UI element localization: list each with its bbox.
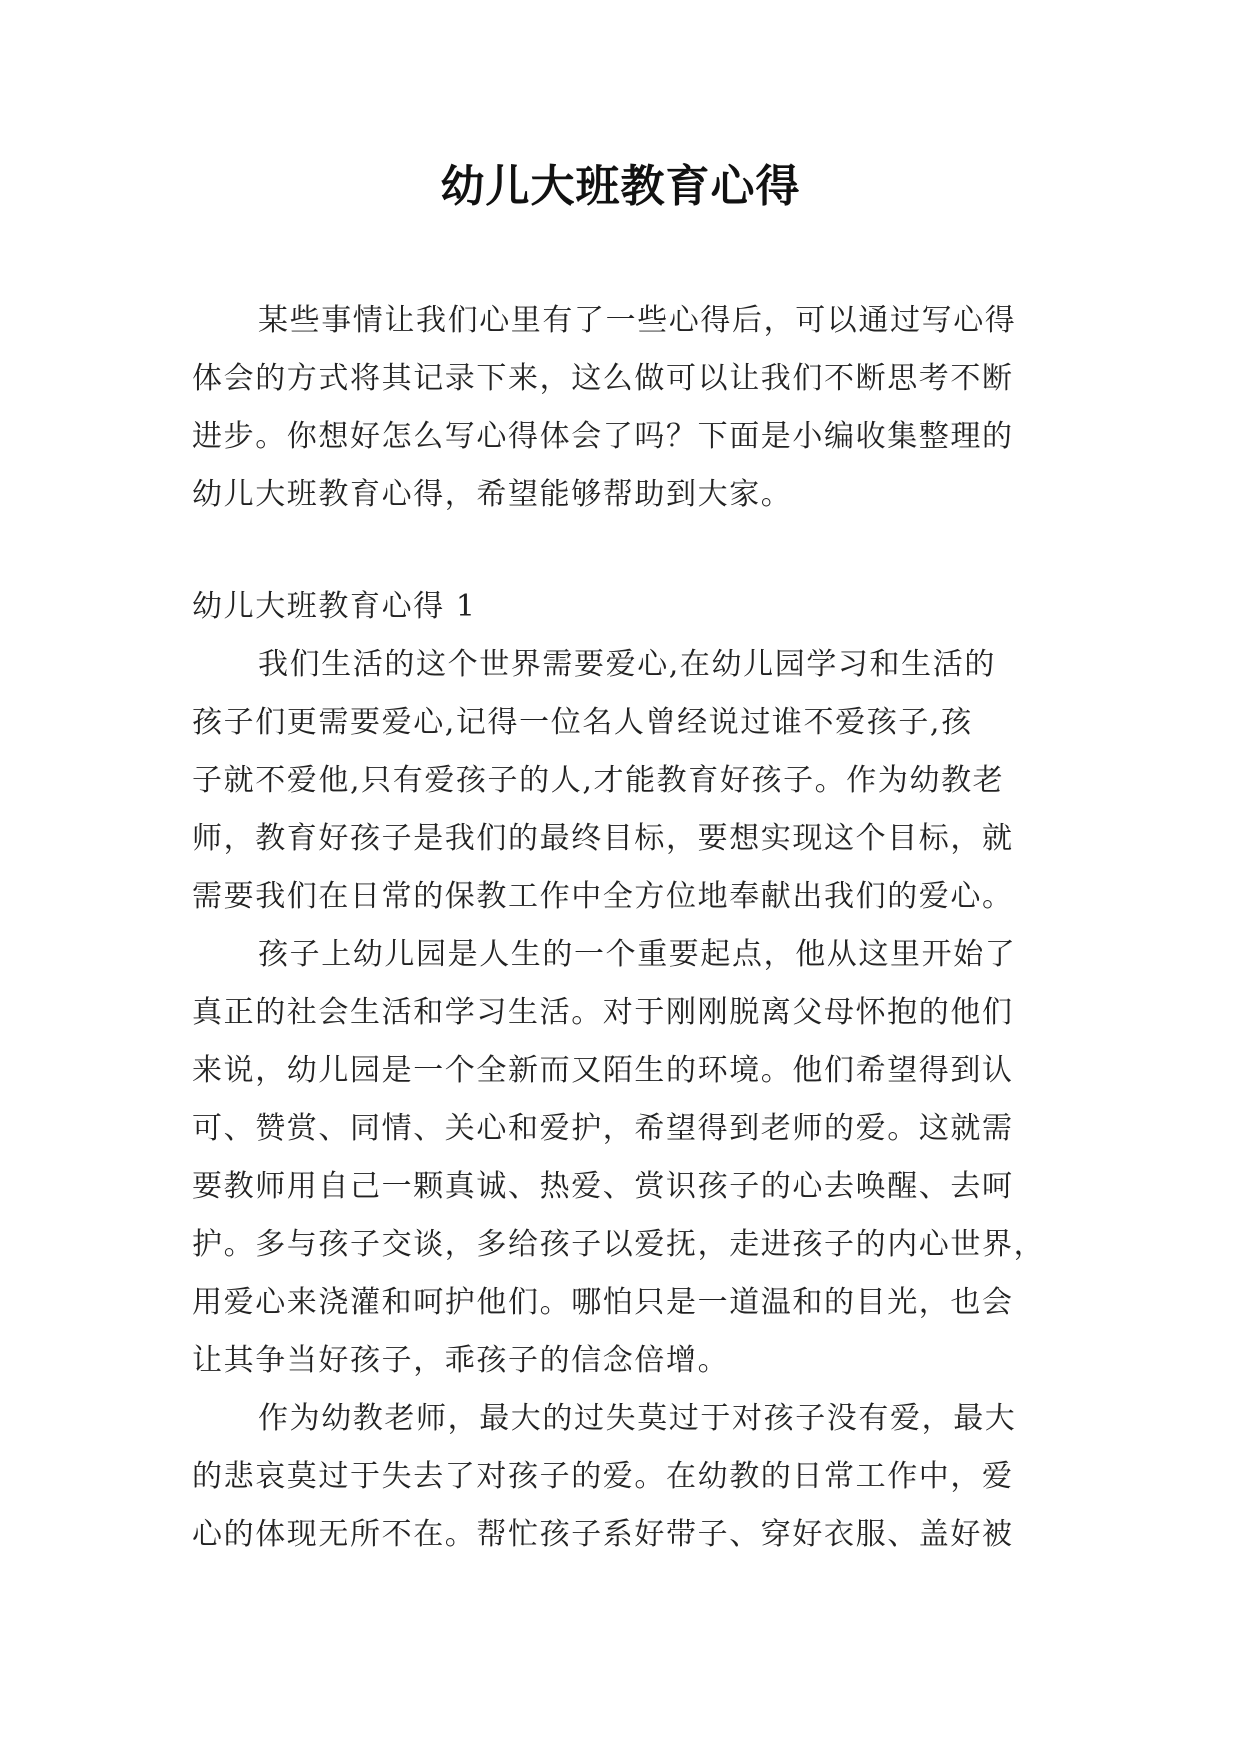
paragraph-line: 子就不爱他,只有爱孩子的人,才能教育好孩子。作为幼教老 — [192, 763, 1005, 798]
paragraph-line: 心的体现无所不在。帮忙孩子系好带子、穿好衣服、盖好被 — [192, 1517, 1014, 1552]
paragraph-line: 来说，幼儿园是一个全新而又陌生的环境。他们希望得到认 — [192, 1053, 1014, 1088]
intro-paragraph — [192, 292, 1054, 524]
paragraph-line: 护。多与孩子交谈，多给孩子以爱抚，走进孩子的内心世界， — [192, 1227, 1046, 1262]
paragraph-line: 作为幼教老师，最大的过失莫过于对孩子没有爱，最大 — [258, 1401, 1017, 1436]
paragraph-line: 可、赞赏、同情、关心和爱护，希望得到老师的爱。这就需 — [192, 1111, 1014, 1146]
intro-line: 体会的方式将其记录下来，这么做可以让我们不断思考不断 — [192, 361, 1014, 396]
paragraph-line: 需要我们在日常的保教工作中全方位地奉献出我们的爱心。 — [192, 879, 1014, 914]
paragraph-line: 的悲哀莫过于失去了对孩子的爱。在幼教的日常工作中，爱 — [192, 1459, 1014, 1494]
paragraph-line: 用爱心来浇灌和呵护他们。哪怕只是一道温和的目光，也会 — [192, 1285, 1014, 1320]
intro-line: 某些事情让我们心里有了一些心得后，可以通过写心得 — [258, 303, 1017, 338]
paragraph-line: 孩子上幼儿园是人生的一个重要起点，他从这里开始了 — [258, 937, 1017, 972]
section-heading: 幼儿大班教育心得 1 — [192, 589, 477, 624]
page-title: 幼儿大班教育心得 — [440, 161, 801, 212]
body-paragraph-1 — [192, 636, 1054, 926]
paragraph-line: 真正的社会生活和学习生活。对于刚刚脱离父母怀抱的他们 — [192, 995, 1014, 1030]
paragraph-line: 孩子们更需要爱心,记得一位名人曾经说过谁不爱孩子,孩 — [192, 705, 973, 740]
intro-line: 幼儿大班教育心得，希望能够帮助到大家。 — [192, 477, 793, 512]
intro-line: 进步。你想好怎么写心得体会了吗？下面是小编收集整理的 — [192, 419, 1014, 454]
paragraph-line: 让其争当好孩子，乖孩子的信念倍增。 — [192, 1343, 730, 1378]
body-paragraph-2 — [192, 926, 1054, 1390]
paragraph-line: 我们生活的这个世界需要爱心,在幼儿园学习和生活的 — [258, 647, 996, 682]
paragraph-line: 要教师用自己一颗真诚、热爱、赏识孩子的心去唤醒、去呵 — [192, 1169, 1014, 1204]
body-paragraph-3 — [192, 1390, 1054, 1564]
paragraph-line: 师，教育好孩子是我们的最终目标，要想实现这个目标，就 — [192, 821, 1014, 856]
section-body — [192, 578, 1054, 1564]
